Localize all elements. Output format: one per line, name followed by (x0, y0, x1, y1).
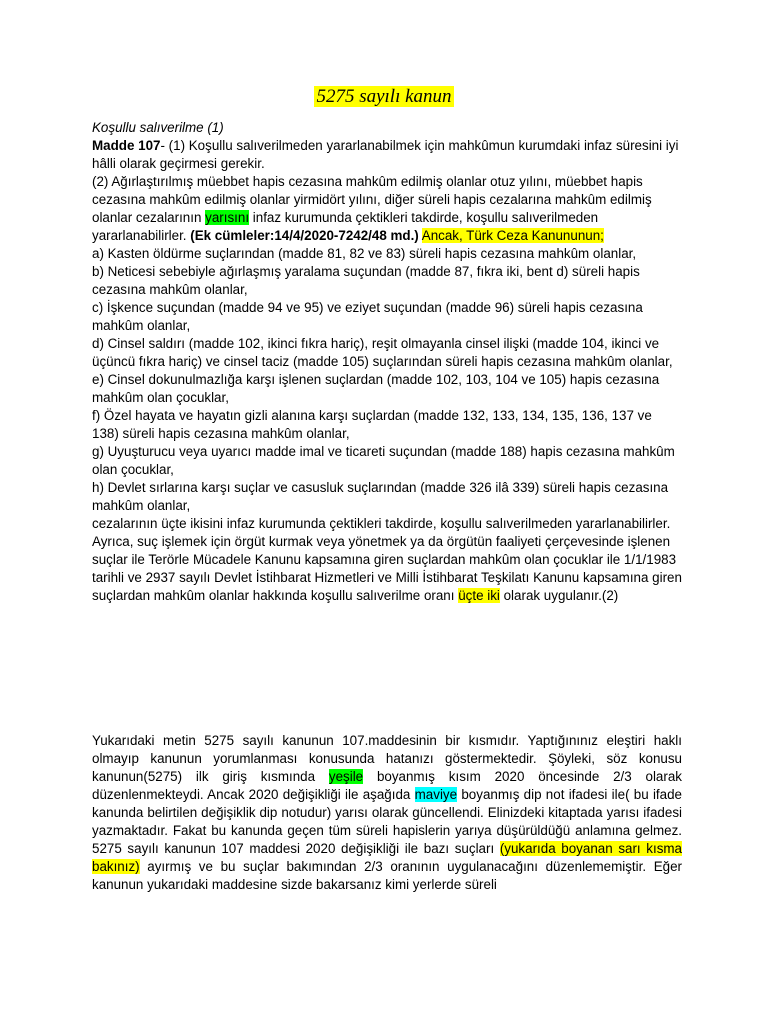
list-item: e) Cinsel dokunulmazlığa karşı işlenen suçlardan (madde 102, 103, 104 ve 105) hapis cezasına mahkûm olan çocuklar, (92, 372, 660, 405)
yellow-highlight: (yukarıda boyanan sarı kısma bakınız) (92, 841, 682, 874)
cyan-highlight: maviye (414, 787, 458, 802)
list-item: g) Uyuşturucu veya uyarıcı madde imal ve ticareti suçundan (madde 188) hapis cezasına mahkûm olan çocuklar, (92, 444, 675, 477)
yellow-highlight: üçte iki (458, 588, 500, 603)
green-highlight: yeşile (328, 769, 364, 784)
paragraph-2: (2) Ağırlaştırılmış müebbet hapis cezasına mahkûm edilmiş olanlar otuz yılını, müebbet hapis cezasına mahkûm edilmiş olanlar yirmidört yılını, diğer süreli hapis cezalarına mahkûm edilmiş olanlar cezalarının yarısını infaz kurumunda çektikleri takdirde, koşullu salıverilmeden yararlanabilirler. (Ek cümleler:14/4/2020-7242/48 md.) Ancak, Türk Ceza Kanununun; (92, 174, 652, 243)
green-highlight: yarısını (205, 210, 250, 225)
yellow-highlight: Ancak, Türk Ceza Kanununun; (421, 228, 604, 243)
list-item: d) Cinsel saldırı (madde 102, ikinci fıkra hariç), reşit olmayanla cinsel ilişki (madde 104, ikinci ve üçüncü fıkra hariç) ve cinsel taciz (madde 105) suçlarından süreli hapis cezasına mahkûm olanlar, (92, 336, 673, 369)
closing-paragraph: cezalarının üçte ikisini infaz kurumunda çektikleri takdirde, koşullu salıverilmeden yararlanabilirler. Ayrıca, suç işlemek için örgüt kurmak veya yönetmek ya da örgütün faaliyeti çerçevesinde işlenen suçlar ile Terörle Mücadele Kanunu kapsamına giren suçlardan mahkûm olan çocuklar ile 1/1/1983 tarihli ve 2937 sayılı Devlet İstihbarat Hizmetleri ve Milli İstihbarat Teşkilatı Kanunu kapsamına giren suçlardan mahkûm olanlar hakkında koşullu salıverilme oranı üçte iki olarak uygulanır.(2) (92, 516, 682, 603)
list-item: h) Devlet sırlarına karşı suçlar ve casusluk suçlarından (madde 326 ilâ 339) süreli hapis cezasına mahkûm olanlar, (92, 480, 669, 513)
list-item: f) Özel hayata ve hayatın gizli alanına karşı suçlardan (madde 132, 133, 134, 135, 136, 137 ve 138) süreli hapis cezasına mahkûm olanlar, (92, 408, 652, 441)
document-title (0, 84, 768, 110)
commentary-text (92, 732, 682, 894)
list-item: c) İşkence suçundan (madde 94 ve 95) ve eziyet suçundan (madde 96) süreli hapis cezasına mahkûm olanlar, (92, 300, 643, 333)
section-heading: Koşullu salıverilme (1) (92, 120, 224, 135)
law-text (92, 119, 682, 605)
list-item: a) Kasten öldürme suçlarından (madde 81, 82 ve 83) süreli hapis cezasına mahkûm olanlar, (92, 246, 637, 261)
amendment-note: (Ek cümleler:14/4/2020-7242/48 md.) (190, 228, 419, 243)
madde-label: Madde 107 (92, 138, 161, 153)
commentary-paragraph: Yukarıdaki metin 5275 sayılı kanunun 107.maddesinin bir kısmıdır. Yaptığınınız eleştiri haklı olmayıp kanunun yorumlanması konusunda hatanızı göstermektedir. Şöyleki, söz konusu kanunun(5275) ilk giriş kısmında yeşile boyanmış kısım 2020 öncesinde 2/3 olarak düzenlenmekteydi. Ancak 2020 değişikliği ile aşağıda maviye boyanmış dip not ifadesi ile( bu ifade kanunda belirtilen değişiklik dip notudur) yarısı olarak güncellendi. Elinizdeki kitaptada yarısı ifadesi yazmaktadır. Fakat bu kanunda geçen tüm süreli hapislerin yarıya düşürüldüğü anlamına gelmez. 5275 sayılı kanunun 107 maddesi 2020 değişikliği ile bazı suçları (yukarıda boyanan sarı kısma bakınız) ayırmış ve bu suçlar bakımından 2/3 oranının uygulanacağını düzenlememiştir. Eğer kanunun yukarıdaki maddesine sizde bakarsanız kimi yerlerde süreli (92, 733, 682, 892)
list-item: b) Neticesi sebebiyle ağırlaşmış yaralama suçundan (madde 87, fıkra iki, bent d) süreli hapis cezasına mahkûm olanlar, (92, 264, 640, 297)
paragraph-1: Madde 107- (1) Koşullu salıverilmeden yararlanabilmek için mahkûmun kurumdaki infaz süresini iyi hâlli olarak geçirmesi gerekir. (92, 138, 679, 171)
title-highlight: 5275 sayılı kanun (316, 86, 452, 107)
